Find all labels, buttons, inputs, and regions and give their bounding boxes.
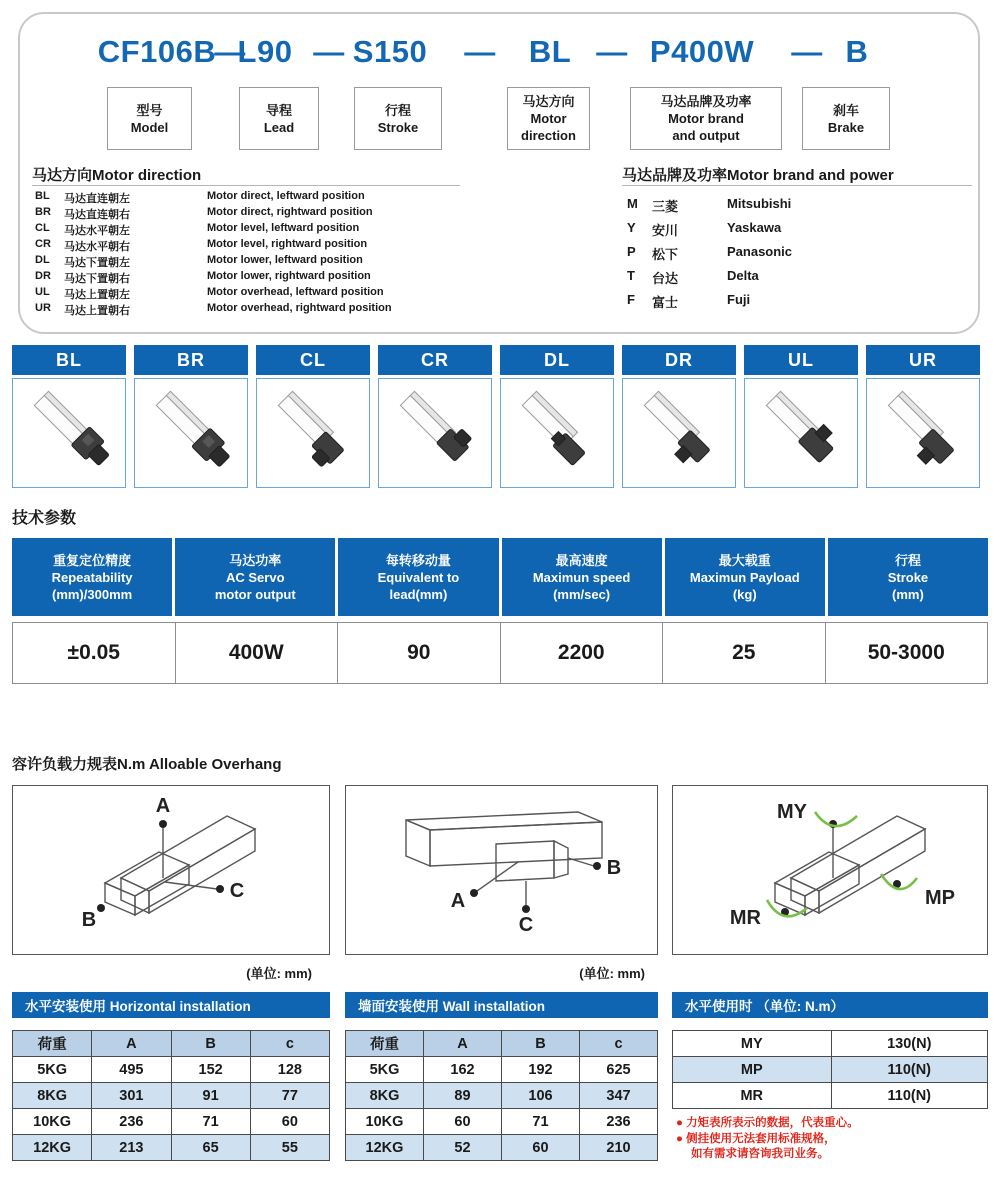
tile-header: UL xyxy=(744,345,858,375)
col-header: c xyxy=(580,1031,658,1057)
motor-brand-title: 马达品牌及功率Motor brand and power xyxy=(622,167,894,184)
direction-en: Motor lower, leftward position xyxy=(207,254,363,266)
cell: 91 xyxy=(171,1083,250,1109)
table-row xyxy=(346,1083,658,1109)
direction-code: CL xyxy=(35,222,50,234)
tech-value-max-payload: 25 xyxy=(662,622,826,684)
col-header: B xyxy=(171,1031,250,1057)
header-en1: Repeatability xyxy=(51,569,133,585)
model-segment-lead: L90 xyxy=(237,34,293,69)
tile-header: DR xyxy=(622,345,736,375)
box-label-en: Stroke xyxy=(377,119,419,135)
table-row xyxy=(673,1083,988,1109)
direction-cn: 马达下置朝右 xyxy=(64,273,130,285)
overhang-diagram-3 xyxy=(672,785,988,955)
footnote-line: 如有需求请咨询我司业务。 xyxy=(691,1148,829,1160)
table-row xyxy=(13,1083,330,1109)
cell: 152 xyxy=(171,1057,250,1083)
tile-BL xyxy=(12,345,126,488)
dash: — xyxy=(464,34,496,69)
cell: 8KG xyxy=(346,1083,424,1109)
brand-en: Delta xyxy=(727,268,759,283)
actuator-photo xyxy=(744,378,858,488)
overhang-diagram-2 xyxy=(345,785,658,955)
header-en2: (mm/sec) xyxy=(553,586,611,602)
direction-cn: 马达水平朝右 xyxy=(64,241,130,253)
tech-table-values xyxy=(12,622,988,684)
model-segment-stroke: S150 xyxy=(352,34,428,69)
actuator-illustration xyxy=(873,383,973,483)
brand-item xyxy=(627,292,967,312)
header-en1: Equivalent to xyxy=(377,569,460,585)
cell: 60 xyxy=(424,1109,502,1135)
cell: 128 xyxy=(250,1057,329,1083)
brand-cn: 安川 xyxy=(652,223,679,238)
diagram3-label-MR: MR xyxy=(729,907,761,929)
model-segment-model: CF106B xyxy=(97,34,217,69)
header-en2: (mm) xyxy=(892,586,924,602)
header-en2: lead(mm) xyxy=(389,586,448,602)
actuator-photo xyxy=(12,378,126,488)
diagram2-label-C: C xyxy=(518,914,534,936)
col-header: c xyxy=(250,1031,329,1057)
col-header: 荷重 xyxy=(346,1031,424,1057)
table-row xyxy=(13,1057,330,1083)
actuator-illustration xyxy=(19,383,119,483)
tech-header-lead xyxy=(338,538,501,616)
tech-value-max-speed: 2200 xyxy=(500,622,664,684)
box-label-cn: 马达品牌及功率 xyxy=(660,94,752,109)
unit-label-mm: (单位: mm) xyxy=(579,966,645,981)
actuator-illustration xyxy=(141,383,241,483)
tile-DL xyxy=(500,345,614,488)
direction-code: BR xyxy=(35,206,51,218)
tech-header-stroke xyxy=(828,538,988,616)
cell: 347 xyxy=(580,1083,658,1109)
cell: 495 xyxy=(92,1057,171,1083)
tile-DR xyxy=(622,345,736,488)
cell: 236 xyxy=(92,1109,171,1135)
tile-header: CL xyxy=(256,345,370,375)
wall-installation-table xyxy=(345,1030,658,1161)
tech-value-lead: 90 xyxy=(337,622,501,684)
moment-value: 110(N) xyxy=(831,1083,988,1109)
direction-item xyxy=(35,206,465,222)
cell: 192 xyxy=(502,1057,580,1083)
box-label-en2: and output xyxy=(672,128,740,143)
direction-cn: 马达直连朝左 xyxy=(64,193,130,205)
header-en2: motor output xyxy=(214,586,296,602)
brand-cn: 松下 xyxy=(652,247,679,262)
brand-en: Yaskawa xyxy=(727,220,782,235)
direction-item xyxy=(35,222,465,238)
diagram2-label-B: B xyxy=(606,857,622,879)
brand-cn: 富士 xyxy=(652,295,679,310)
model-box-stroke xyxy=(354,87,442,150)
header-en2: (kg) xyxy=(732,586,757,602)
tech-value-stroke: 50-3000 xyxy=(825,622,989,684)
brand-item xyxy=(627,268,967,288)
direction-item xyxy=(35,302,465,318)
direction-en: Motor overhead, rightward position xyxy=(207,302,392,314)
box-label-cn: 导程 xyxy=(265,102,292,118)
tech-value-motor-output: 400W xyxy=(175,622,339,684)
box-label-cn: 刹车 xyxy=(832,102,859,118)
cell: 5KG xyxy=(13,1057,92,1083)
direction-en: Motor overhead, leftward position xyxy=(207,286,384,298)
box-label-en: Motor brand xyxy=(668,111,744,126)
model-box-direction xyxy=(507,87,590,150)
direction-en: Motor level, rightward position xyxy=(207,238,368,250)
actuator-illustration xyxy=(507,383,607,483)
direction-cn: 马达上置朝右 xyxy=(64,305,130,317)
moment-value: 130(N) xyxy=(831,1031,988,1057)
direction-code: CR xyxy=(35,238,51,250)
direction-cn: 马达直连朝右 xyxy=(64,209,130,221)
brand-en: Mitsubishi xyxy=(727,196,792,211)
header-cn: 每转移动量 xyxy=(385,552,451,568)
tech-header-max-payload xyxy=(665,538,828,616)
tile-header: DL xyxy=(500,345,614,375)
horizontal-installation-table xyxy=(12,1030,330,1161)
cell: 55 xyxy=(250,1135,329,1161)
model-box-lead xyxy=(239,87,319,150)
tile-UR xyxy=(866,345,980,488)
actuator-illustration xyxy=(385,383,485,483)
header-cn: 最大载重 xyxy=(718,552,771,568)
tile-header: BR xyxy=(134,345,248,375)
model-box-model xyxy=(107,87,192,150)
dash: — xyxy=(596,34,628,69)
moment-name: MP xyxy=(673,1057,832,1083)
overhang-section-title: 容许负载力规表N.m Alloable Overhang xyxy=(12,756,282,773)
cell: 301 xyxy=(92,1083,171,1109)
actuator-illustration xyxy=(629,383,729,483)
dash: — xyxy=(791,34,823,69)
tech-table-header xyxy=(12,538,988,616)
direction-code: UR xyxy=(35,302,51,314)
moment-name: MR xyxy=(673,1083,832,1109)
tech-header-max-speed xyxy=(502,538,665,616)
tile-UL xyxy=(744,345,858,488)
table-row xyxy=(673,1057,988,1083)
moment-value: 110(N) xyxy=(831,1057,988,1083)
cell: 71 xyxy=(502,1109,580,1135)
direction-item xyxy=(35,270,465,286)
brand-item xyxy=(627,196,967,216)
moment-table-title: 水平使用时 （单位: N.m） xyxy=(672,992,988,1018)
table-row xyxy=(346,1135,658,1161)
cell: 89 xyxy=(424,1083,502,1109)
col-header: B xyxy=(502,1031,580,1057)
direction-cn: 马达水平朝左 xyxy=(64,225,130,237)
overhang-diagram-1 xyxy=(12,785,330,955)
cell: 213 xyxy=(92,1135,171,1161)
brand-en: Panasonic xyxy=(727,244,793,259)
cell: 8KG xyxy=(13,1083,92,1109)
cell: 52 xyxy=(424,1135,502,1161)
unit-label-mm: (单位: mm) xyxy=(246,966,312,981)
brand-cn: 三菱 xyxy=(652,199,679,214)
actuator-photo xyxy=(622,378,736,488)
brand-code: T xyxy=(627,268,635,283)
actuator-photo xyxy=(378,378,492,488)
tech-section-title: 技术参数 xyxy=(12,510,77,527)
box-label-cn: 型号 xyxy=(136,102,163,118)
actuator-illustration xyxy=(263,383,363,483)
cell: 162 xyxy=(424,1057,502,1083)
diagram1-label-A: A xyxy=(155,795,171,817)
cell: 106 xyxy=(502,1083,580,1109)
direction-item xyxy=(35,286,465,302)
direction-item xyxy=(35,238,465,254)
box-label-cn: 马达方向 xyxy=(522,94,575,109)
motor-direction-title: 马达方向Motor direction xyxy=(32,167,202,184)
table-header-row xyxy=(346,1031,658,1057)
direction-code: DL xyxy=(35,254,50,266)
col-header: A xyxy=(424,1031,502,1057)
tile-header: CR xyxy=(378,345,492,375)
cell: 625 xyxy=(580,1057,658,1083)
table-row xyxy=(13,1109,330,1135)
model-box-brake xyxy=(802,87,890,150)
box-label-en2: direction xyxy=(521,128,576,143)
table-row xyxy=(346,1109,658,1135)
tile-header: UR xyxy=(866,345,980,375)
tile-CR xyxy=(378,345,492,488)
model-box-brand xyxy=(630,87,782,150)
model-code-card xyxy=(18,12,980,334)
tech-header-repeatability xyxy=(12,538,175,616)
cell: 236 xyxy=(580,1109,658,1135)
actuator-photo xyxy=(256,378,370,488)
header-cn: 最高速度 xyxy=(555,552,608,568)
brand-code: Y xyxy=(627,220,636,235)
cell: 77 xyxy=(250,1083,329,1109)
cell: 210 xyxy=(580,1135,658,1161)
cell: 5KG xyxy=(346,1057,424,1083)
diagram1-label-C: C xyxy=(229,880,245,902)
direction-en: Motor direct, leftward position xyxy=(207,190,365,202)
header-en1: Maximun Payload xyxy=(689,569,800,585)
header-en2: (mm)/300mm xyxy=(51,586,133,602)
actuator-photo xyxy=(134,378,248,488)
cell: 10KG xyxy=(346,1109,424,1135)
table-row xyxy=(346,1057,658,1083)
brand-item xyxy=(627,220,967,240)
diagram1-label-B: B xyxy=(81,909,97,931)
brand-code: P xyxy=(627,244,636,259)
cell: 12KG xyxy=(346,1135,424,1161)
table-row xyxy=(13,1135,330,1161)
box-label-cn: 行程 xyxy=(384,102,411,118)
divider xyxy=(32,185,460,186)
horizontal-table-title: 水平安装使用 Horizontal installation xyxy=(12,992,330,1018)
cell: 60 xyxy=(502,1135,580,1161)
cell: 65 xyxy=(171,1135,250,1161)
col-header: A xyxy=(92,1031,171,1057)
direction-en: Motor direct, rightward position xyxy=(207,206,373,218)
diagram3-label-MY: MY xyxy=(777,801,807,823)
col-header: 荷重 xyxy=(13,1031,92,1057)
header-en1: Maximun speed xyxy=(532,569,631,585)
footnotes xyxy=(676,1116,981,1163)
actuator-illustration xyxy=(751,383,851,483)
brand-code: M xyxy=(627,196,638,211)
brand-code: F xyxy=(627,292,635,307)
cell: 10KG xyxy=(13,1109,92,1135)
moment-table xyxy=(672,1030,988,1109)
direction-item xyxy=(35,254,465,270)
table-row xyxy=(673,1031,988,1057)
box-label-en: Lead xyxy=(263,119,295,135)
box-label-en: Model xyxy=(130,119,169,135)
brand-cn: 台达 xyxy=(652,271,679,286)
tech-value-repeatability: ±0.05 xyxy=(12,622,176,684)
direction-code: UL xyxy=(35,286,50,298)
direction-en: Motor lower, rightward position xyxy=(207,270,371,282)
direction-code: DR xyxy=(35,270,51,282)
dash: — xyxy=(313,34,345,69)
model-segment-brake: B xyxy=(845,34,869,69)
direction-item xyxy=(35,190,465,206)
dash: — xyxy=(214,34,246,69)
box-label-en: Brake xyxy=(827,119,865,135)
header-cn: 行程 xyxy=(894,552,921,568)
direction-en: Motor level, leftward position xyxy=(207,222,360,234)
tile-BR xyxy=(134,345,248,488)
direction-code: BL xyxy=(35,190,50,202)
table-header-row xyxy=(13,1031,330,1057)
footnote-line: ● 侧挂使用无法套用标准规格， xyxy=(676,1132,836,1145)
brand-item xyxy=(627,244,967,264)
diagram2-label-A: A xyxy=(450,890,466,912)
wall-table-title: 墙面安装使用 Wall installation xyxy=(345,992,658,1018)
header-cn: 重复定位精度 xyxy=(53,552,132,568)
direction-cn: 马达上置朝左 xyxy=(64,289,130,301)
tile-CL xyxy=(256,345,370,488)
cell: 60 xyxy=(250,1109,329,1135)
model-segment-direction: BL xyxy=(528,34,572,69)
header-en1: Stroke xyxy=(887,569,929,585)
divider xyxy=(622,185,972,186)
header-cn: 马达功率 xyxy=(229,552,282,568)
brand-en: Fuji xyxy=(727,292,751,307)
tech-header-motor-output xyxy=(175,538,338,616)
cell: 71 xyxy=(171,1109,250,1135)
moment-name: MY xyxy=(673,1031,832,1057)
cell: 12KG xyxy=(13,1135,92,1161)
footnote-line: ● 力矩表所表示的数据，代表重心。 xyxy=(676,1117,859,1129)
actuator-photo xyxy=(500,378,614,488)
diagram3-label-MP: MP xyxy=(925,887,955,909)
box-label-en: Motor xyxy=(530,111,567,126)
header-en1: AC Servo xyxy=(225,569,285,585)
tile-header: BL xyxy=(12,345,126,375)
direction-cn: 马达下置朝左 xyxy=(64,257,130,269)
model-segment-power: P400W xyxy=(649,34,755,69)
actuator-photo xyxy=(866,378,980,488)
